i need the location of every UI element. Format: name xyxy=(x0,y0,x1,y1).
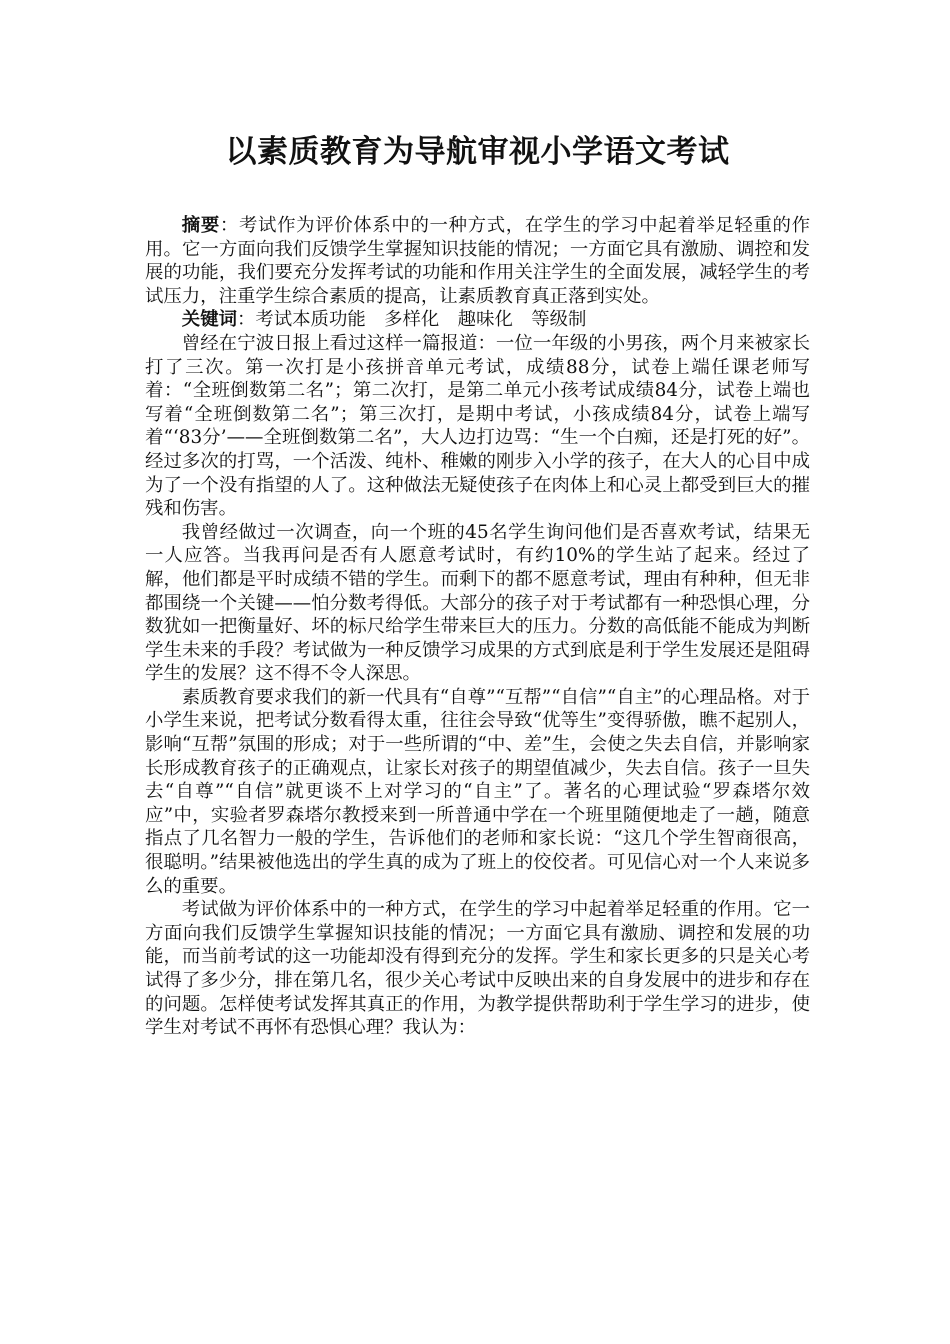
abstract-text: ：考试作为评价体系中的一种方式，在学生的学习中起着举足轻重的作用。它一方面向我们反馈学生掌握知识技能的情况；一方面它具有激励、调控和发展的功能，我们要充分发挥考试的功能和作用关注学生的全面发展，减轻学生的考试压力，注重学生综合素质的提高，让素质教育真正落到实处。 xyxy=(145,215,810,307)
body-paragraph-1: 曾经在宁波日报上看过这样一篇报道：一位一年级的小男孩，两个月来被家长打了三次。第一次打是小孩拼音单元考试，成绩88分，试卷上端任课老师写着：“全班倒数第二名”；第二次打，是第二单元小孩考试成绩84分，试卷上端也写着“全班倒数第二名”；第三次打，是期中考试，小孩成绩84分，试卷上端写着“‘83分’——全班倒数第二名”，大人边打边骂：“生一个白痴，还是打死的好”。经过多次的打骂，一个活泼、纯朴、稚嫩的刚步入小学的孩子，在大人的心目中成为了一个没有指望的人了。这种做法无疑使孩子在肉体上和心灵上都受到巨大的摧残和伤害。 xyxy=(145,332,810,520)
abstract-label: 摘要 xyxy=(181,215,220,236)
keywords-paragraph xyxy=(145,308,810,332)
abstract-paragraph xyxy=(145,214,810,308)
document-title: 以素质教育为导航审视小学语文考试 xyxy=(225,134,730,170)
keywords-label: 关键词 xyxy=(181,309,237,331)
document-page xyxy=(145,130,810,1040)
body-paragraph-2: 我曾经做过一次调查，向一个班的45名学生询问他们是否喜欢考试，结果无一人应答。当我再问是否有人愿意考试时，有约10%的学生站了起来。经过了解，他们都是平时成绩不错的学生。而剩下的都不愿意考试，理由有种种，但无非都围绕一个关键——怕分数考得低。大部分的孩子对于考试都有一种恐惧心理，分数犹如一把衡量好、坏的标尺给学生带来巨大的压力。分数的高低能不能成为判断学生未来的手段？考试做为一种反馈学习成果的方式到底是利于学生发展还是阻碍学生的发展？这不得不令人深思。 xyxy=(145,521,810,685)
keywords-text: ：考试本质功能 多样化 趣味化 等级制 xyxy=(236,309,587,331)
body-paragraph-3: 素质教育要求我们的新一代具有“自尊”“互帮”“自信”“自主”的心理品格。对于小学生来说，把考试分数看得太重，往往会导致“优等生”变得骄傲，瞧不起别人，影响“互帮”氛围的形成；对于一些所谓的“中、差”生，会使之失去自信，并影响家长形成教育孩子的正确观点，让家长对孩子的期望值减少，失去自信。孩子一旦失去“自尊”“自信”就更谈不上对学习的“自主”了。著名的心理试验“罗森塔尔效应”中，实验者罗森塔尔教授来到一所普通中学在一个班里随便地走了一趟，随意指点了几名智力一般的学生，告诉他们的老师和家长说：“这几个学生智商很高，很聪明。”结果被他选出的学生真的成为了班上的佼佼者。可见信心对一个人来说多么的重要。 xyxy=(145,686,810,897)
body-paragraph-4: 考试做为评价体系中的一种方式，在学生的学习中起着举足轻重的作用。它一方面向我们反馈学生掌握知识技能的情况；一方面它具有激励、调控和发展的功能，而当前考试的这一功能却没有得到充分的发挥。学生和家长更多的只是关心考试得了多少分，排在第几名，很少关心考试中反映出来的自身发展中的进步和存在的问题。怎样使考试发挥其真正的作用，为教学提供帮助利于学生学习的进步，使学生对考试不再怀有恐惧心理？我认为： xyxy=(145,899,810,1039)
